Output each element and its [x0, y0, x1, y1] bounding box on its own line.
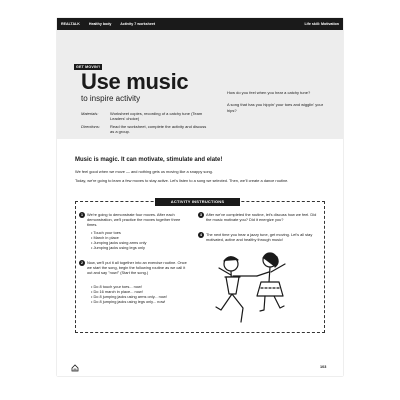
question-2: A song that has you hippin' your toes and wigglin' your hips? [227, 102, 324, 113]
intro-paragraph-2: Today, we're going to learn a few moves to stay active. Let's listen to a song we selected. Then, we'll create a dance routine. [75, 178, 289, 183]
step-1-bullet-4: • Jumping jacks using legs only [91, 245, 145, 250]
page-number: 103 [320, 365, 327, 369]
step-2-bullet-1: • Do 8 touch your toes... now! [91, 284, 142, 289]
step-4-number: 4 [200, 233, 202, 237]
intro-paragraph-1: We feel good when we move — and nothing gets us moving like a snappy song. [75, 169, 213, 174]
step-1-bullet-1: • Touch your toes [91, 230, 121, 235]
brand-label: REALTALK [61, 22, 80, 26]
dancing-couple-illustration [185, 250, 325, 332]
life-skill-label: Life skill: Motivation [304, 22, 339, 26]
question-1: How do you feel when you hear a catchy tune? [227, 90, 311, 95]
step-1-text: We're going to demonstrate four moves. After each demonstration, we'll practice the moves together three times. [87, 212, 181, 228]
materials-text: Worksheet copies, recording of a catchy tune (Team Leaders' choice) [110, 111, 203, 121]
activity-instructions-label: ACTIVITY INSTRUCTIONS [155, 198, 240, 206]
headline: Music is magic. It can motivate, stimulate and elate! [75, 157, 223, 163]
step-3-text: After we've completed the routine, let's discuss how we feel. Did the music motivate you? Did it energize you? [206, 212, 317, 223]
step-3-number: 3 [200, 213, 202, 217]
page-title: Use music [81, 69, 189, 94]
topic-label: Healthy body [88, 22, 112, 26]
header-panel [57, 30, 343, 139]
directions-text: Read the worksheet, complete the activity and discuss as a group. [110, 124, 207, 134]
top-bar-left [61, 22, 163, 26]
step-1-bullet-2: • March in place [91, 235, 119, 240]
step-2-bullet-2: • Do 16 march in place... now! [91, 289, 143, 294]
step-2-number: 2 [81, 261, 83, 265]
activity-label: Activity 7 worksheet [120, 22, 156, 26]
directions-label: Directions: [81, 124, 100, 129]
worksheet-page [57, 18, 343, 376]
step-1-number: 1 [81, 213, 83, 217]
house-icon [71, 364, 79, 372]
materials-label: Materials: [81, 111, 99, 116]
get-movin-badge: GET MOVIN'! [76, 65, 101, 69]
step-1-bullet-3: • Jumping jacks using arms only [91, 240, 147, 245]
step-4-text: The next time you hear a jazzy tune, get moving. Let's all stay motivated, active and healthy through music! [206, 232, 313, 243]
step-2-bullet-4: • Do 8 jumping jacks using legs only... now! [91, 299, 166, 304]
step-2-bullet-3: • Do 8 jumping jacks using arms only... now! [91, 294, 167, 299]
top-bar [57, 18, 343, 30]
page-subtitle: to inspire activity [81, 94, 141, 103]
step-2-text: Now, we'll put it all together into an exercise routine. Once we start the song, begin the following routine as we call it out and say "now!" (Start the song.) [87, 260, 187, 276]
